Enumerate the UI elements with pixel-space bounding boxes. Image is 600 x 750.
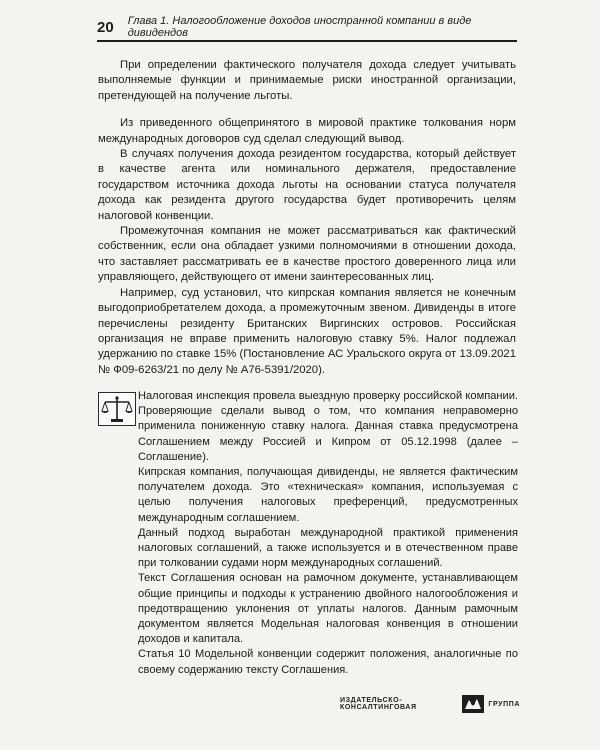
running-header (97, 16, 517, 38)
main-text (98, 58, 516, 378)
publisher-logo-icon (462, 695, 484, 713)
paragraph: Промежуточная компания не может рассматриваться как фактический собственник, если она обладает узкими полномочиями в отношении дохода, что заставляет рассматривать ее в качестве простого доверенного лица или управляющего, действующего от имени заинтересованных лиц. (98, 225, 516, 284)
publisher-name: ИЗДАТЕЛЬСКО-КОНСАЛТИНГОВАЯ (340, 697, 417, 711)
page-number: 20 (97, 18, 114, 36)
case-paragraph: Налоговая инспекция провела выездную проверку российской компании. Проверяющие сделали вывод о том, что компания неправомерно применила пониженную ставку налога. Данная ставка предусмотрена Соглашением между Россией и Кипром от 05.12.1998 (далее – Соглашение). (138, 390, 518, 463)
paragraph: Из приведенного общепринятого в мировой практике толкования норм международных договоров суд сделал следующий вывод. (98, 117, 516, 145)
case-paragraph: Текст Соглашения основан на рамочном документе, устанавливающем общие принципы и подходы к устранению двойного налогообложения и предотвращению уклонения от уплаты налогов. Данным рамочным документом является Модельная налоговая конвенция в отношении доходов и капитала. (138, 572, 518, 646)
paragraph: При определении фактического получателя дохода следует учитывать выполняемые функции и принимаемые риски иностранной организации, претендующей на получение льготы. (98, 59, 516, 102)
paragraph: В случаях получения дохода резидентом государства, который действует в качестве агента или номинального держателя, предоставление государством источника дохода льготы на основании статуса получателя дохода как резидента другого государства будет противоречить целям налоговой конвенции. (98, 148, 516, 222)
scales-icon (98, 392, 136, 426)
paragraph: Например, суд установил, что кипрская компания является не конечным выгодоприобретателем дохода, а промежуточным звеном. Дивиденды в итоге перечислены резиденту Британских Виргинских островов. Российская организация не вправе применить налоговую ставку 5%. Налог подлежал удержанию по ставке 15% (Постановление АС Уральского округа от 13.09.2021 № Ф09-6263/21 по делу № А76-5391/2020). (98, 286, 516, 376)
publisher-footer (340, 694, 520, 714)
chapter-title: Глава 1. Налогообложение доходов иностранной компании в виде дивидендов (127, 15, 472, 39)
publisher-group: ГРУППА (488, 700, 520, 708)
case-paragraph: Кипрская компания, получающая дивиденды, не является фактическим получателем дохода. Это «техническая» компания, используемая с целью получения налоговых преференций, предусмотренных международным соглашением. (138, 466, 518, 524)
paragraph-gap (98, 104, 516, 116)
case-text (138, 389, 518, 678)
header-rule (97, 40, 517, 42)
case-paragraph: Данный подход выработан международной практикой применения налоговых соглашений, а также используется и в отечественном праве при толковании судами норм международных соглашений. (138, 526, 518, 570)
case-paragraph: Статья 10 Модельной конвенции содержит положения, аналогичные по своему содержанию тексту Соглашения. (138, 648, 518, 676)
